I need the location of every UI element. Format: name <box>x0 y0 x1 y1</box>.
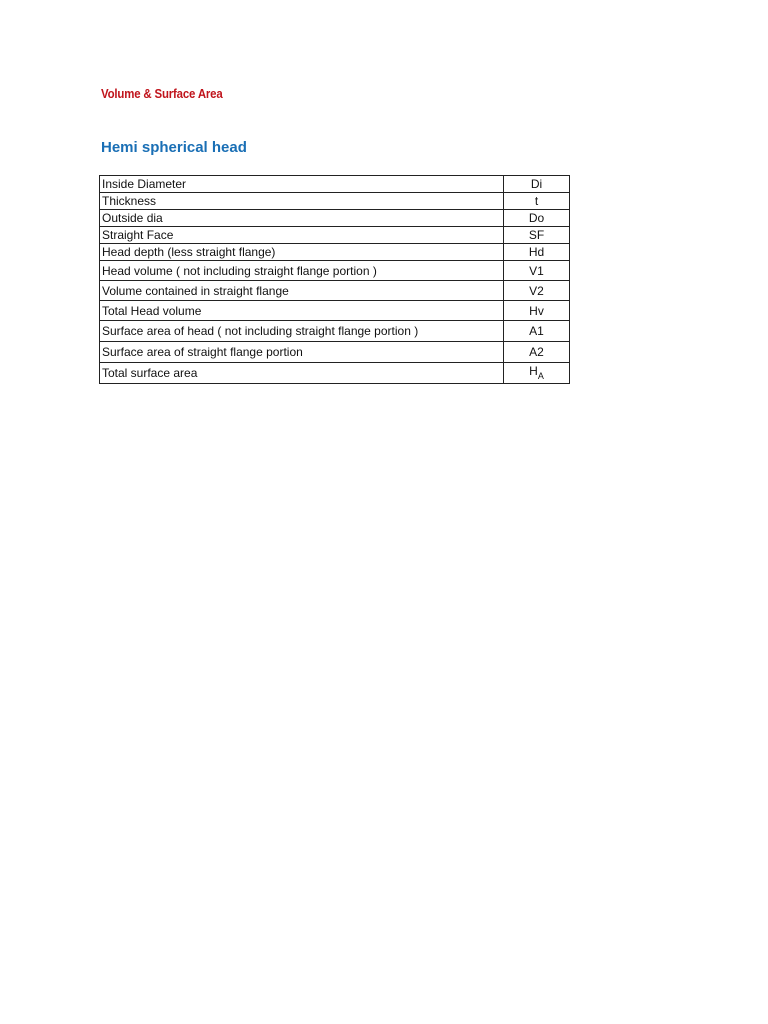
table-row <box>100 244 570 261</box>
row-symbol: A2 <box>504 342 570 363</box>
row-symbol <box>504 363 570 384</box>
row-symbol: Di <box>504 176 570 193</box>
row-label: Head volume ( not including straight flange portion ) <box>100 261 504 281</box>
table-row <box>100 281 570 301</box>
symbol-subscript: A <box>537 371 544 381</box>
parameter-table <box>99 175 570 384</box>
row-symbol: Hv <box>504 301 570 321</box>
row-label: Volume contained in straight flange <box>100 281 504 301</box>
row-label: Thickness <box>100 193 504 210</box>
row-symbol: Hd <box>504 244 570 261</box>
table-row <box>100 193 570 210</box>
row-symbol: Do <box>504 210 570 227</box>
row-symbol: t <box>504 193 570 210</box>
row-label: Total surface area <box>100 363 504 384</box>
symbol-main: H <box>529 364 538 378</box>
row-symbol: V1 <box>504 261 570 281</box>
page-title: Volume & Surface Area <box>101 86 223 101</box>
row-symbol: A1 <box>504 321 570 342</box>
table-row <box>100 363 570 384</box>
row-label: Total Head volume <box>100 301 504 321</box>
row-label: Inside Diameter <box>100 176 504 193</box>
row-label: Outside dia <box>100 210 504 227</box>
table-row <box>100 342 570 363</box>
row-label: Surface area of straight flange portion <box>100 342 504 363</box>
section-title: Hemi spherical head <box>101 139 247 156</box>
table-row <box>100 261 570 281</box>
row-label: Straight Face <box>100 227 504 244</box>
table-row <box>100 321 570 342</box>
row-label: Head depth (less straight flange) <box>100 244 504 261</box>
table-row <box>100 227 570 244</box>
table-row <box>100 176 570 193</box>
row-symbol: SF <box>504 227 570 244</box>
row-symbol: V2 <box>504 281 570 301</box>
table-row <box>100 301 570 321</box>
row-label: Surface area of head ( not including straight flange portion ) <box>100 321 504 342</box>
table-row <box>100 210 570 227</box>
